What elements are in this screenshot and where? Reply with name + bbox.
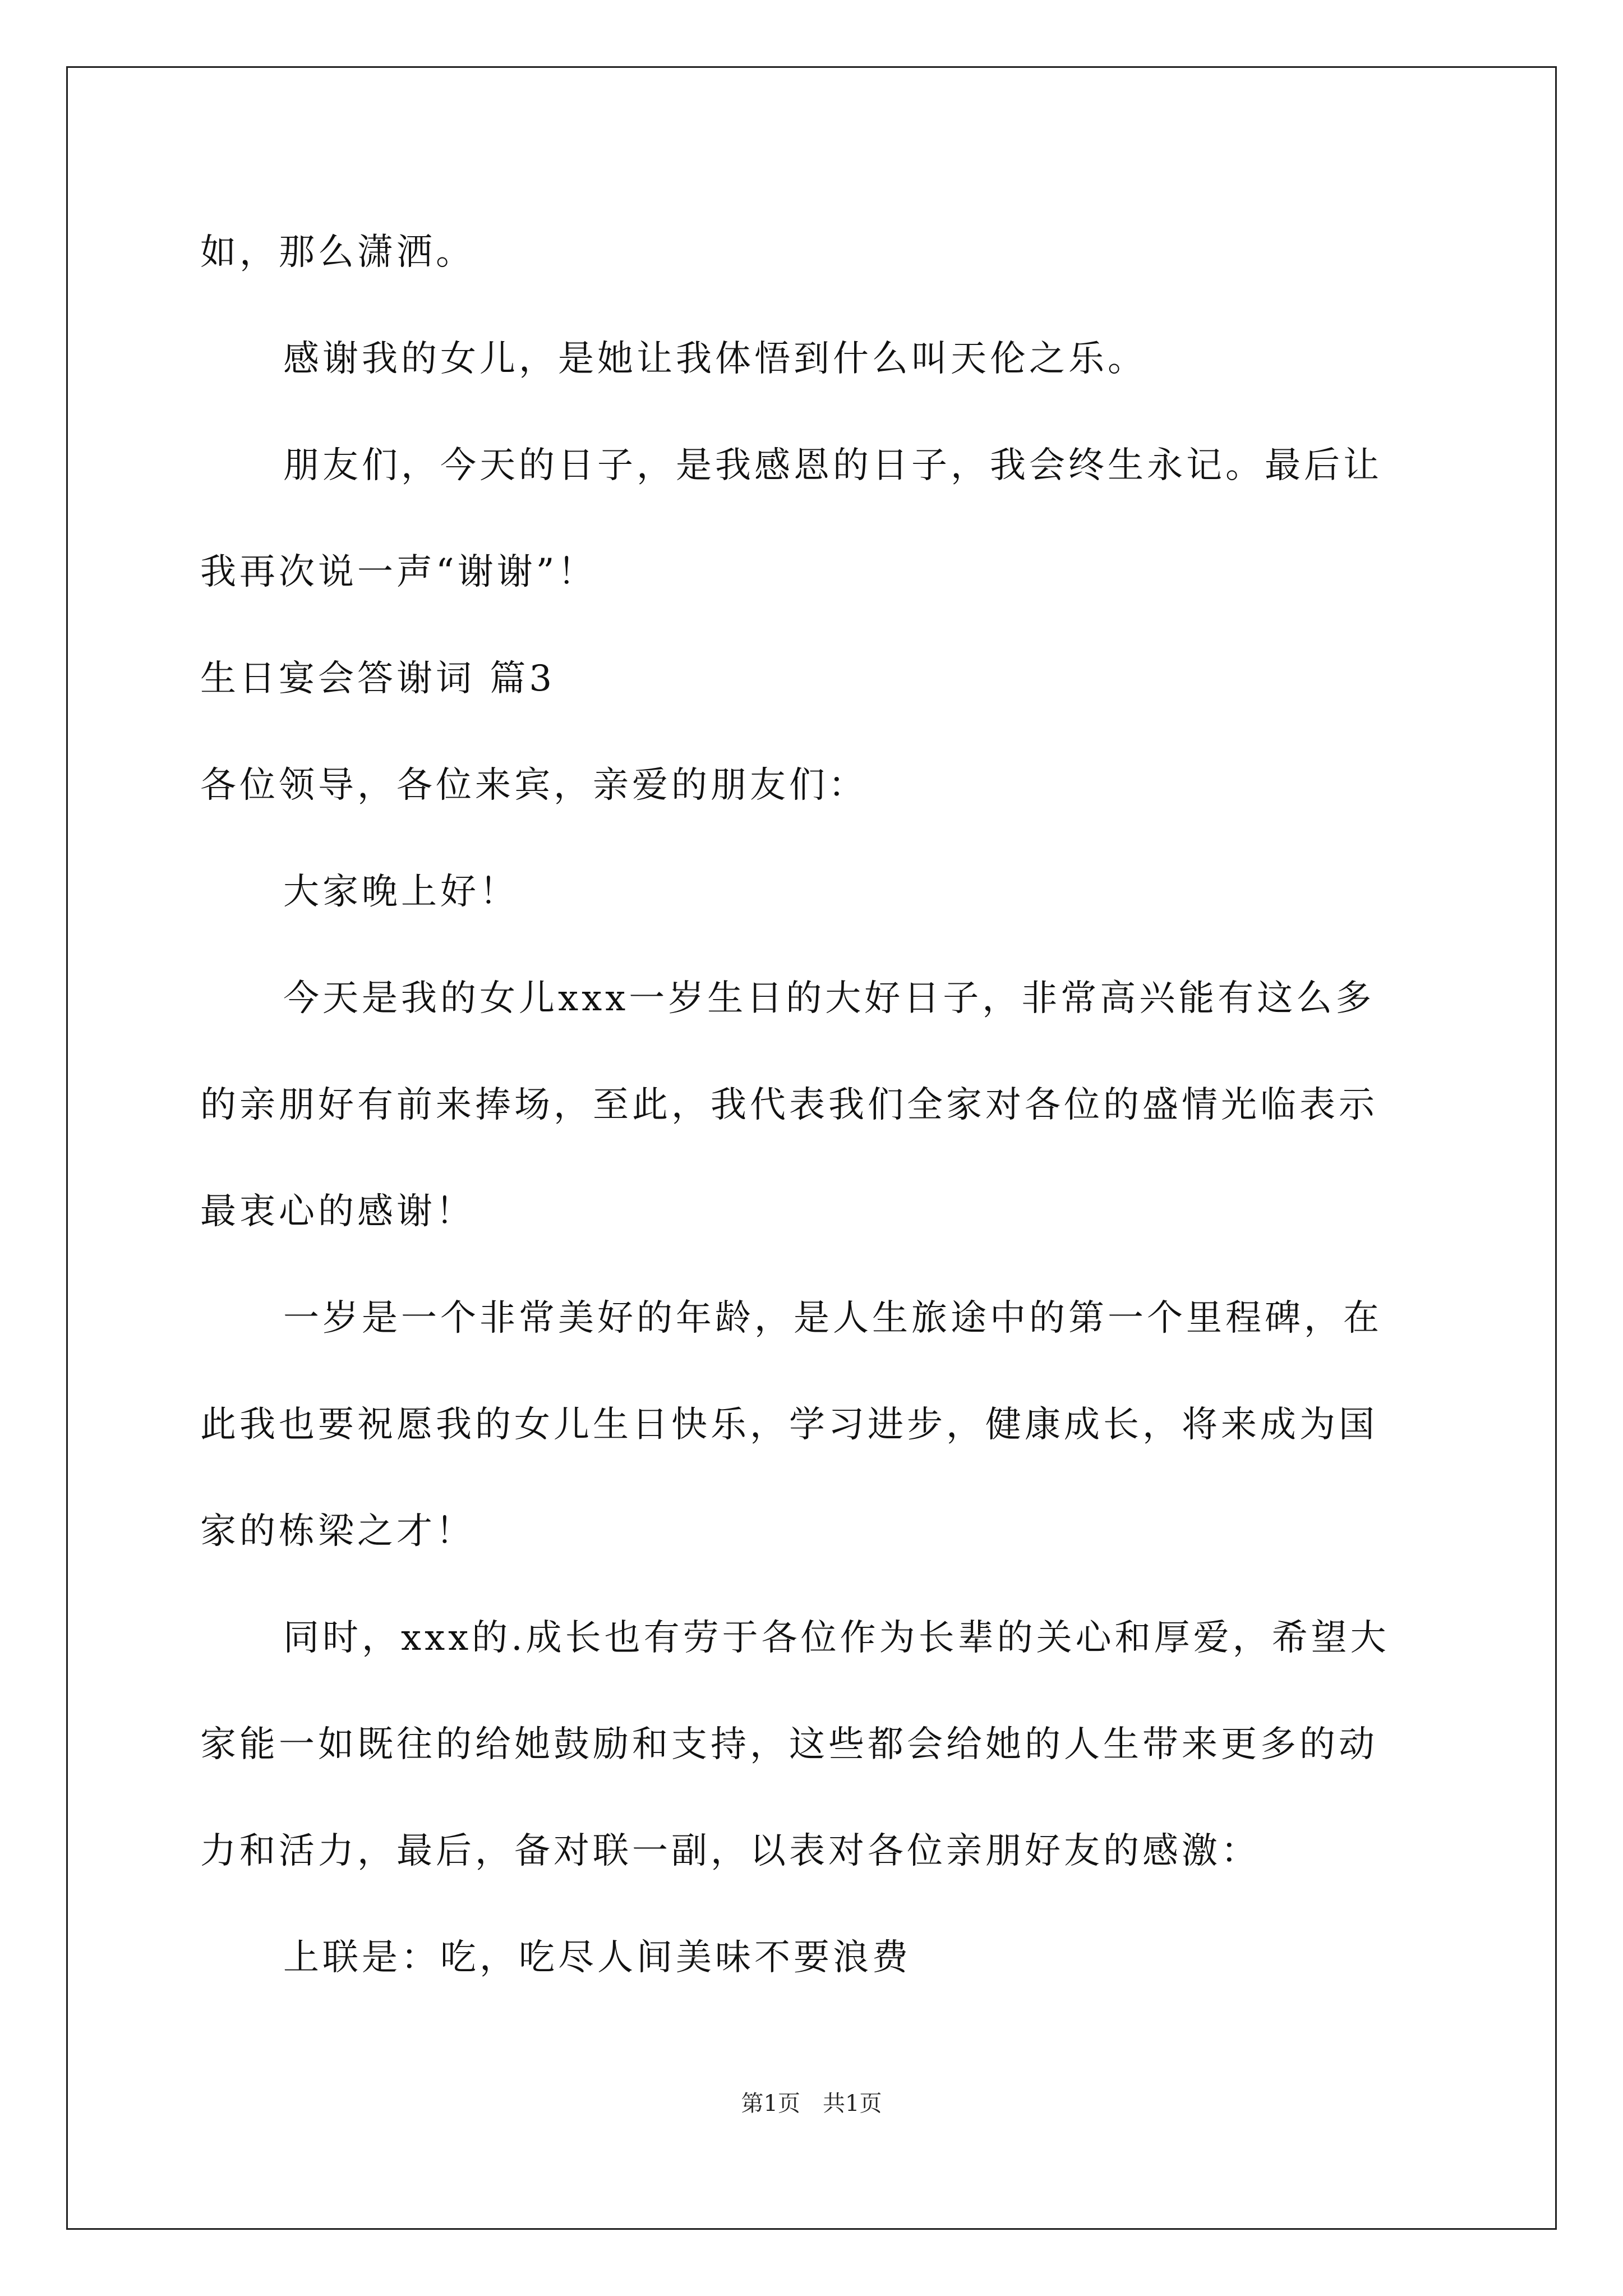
- text-line: 如，那么潇洒。: [200, 232, 475, 273]
- section-heading: 生日宴会答谢词 篇3: [200, 658, 556, 700]
- text-line: 朋友们，今天的日子，是我感恩的日子，我会终生永记。最后让: [283, 445, 1382, 486]
- text-line: 家能一如既往的给她鼓励和支持，这些都会给她的人生带来更多的动: [200, 1724, 1378, 1765]
- text-line: 一岁是一个非常美好的年龄，是人生旅途中的第一个里程碑，在: [283, 1297, 1382, 1339]
- text-line: 最衷心的感谢！: [200, 1191, 475, 1232]
- text-line: 感谢我的女儿，是她让我体悟到什么叫天伦之乐。: [283, 338, 1147, 380]
- page-footer: [0, 2090, 1623, 2118]
- text-line: 此我也要祝愿我的女儿生日快乐，学习进步，健康成长，将来成为国: [200, 1404, 1378, 1446]
- text-line: 家的栋梁之才！: [200, 1511, 475, 1552]
- page-border: [66, 66, 1557, 2230]
- greeting: 大家晚上好！: [283, 871, 519, 913]
- page-total: 共1页: [823, 2091, 882, 2116]
- text-line: 今天是我的女儿xxx一岁生日的大好日子，非常高兴能有这么多: [283, 978, 1375, 1019]
- page-number: 第1页: [741, 2091, 800, 2116]
- salutation: 各位领导，各位来宾，亲爱的朋友们：: [200, 765, 868, 806]
- text-line: 力和活力，最后，备对联一副，以表对各位亲朋好友的感激：: [200, 1830, 1260, 1872]
- text-line: 的亲朋好有前来捧场，至此，我代表我们全家对各位的盛情光临表示: [200, 1084, 1378, 1126]
- text-line: 上联是：吃，吃尽人间美味不要浪费: [283, 1937, 911, 1978]
- text-line: 我再次说一声“谢谢”！: [200, 551, 597, 593]
- text-line: 同时，xxx的.成长也有劳于各位作为长辈的关心和厚爱，希望大: [283, 1617, 1390, 1659]
